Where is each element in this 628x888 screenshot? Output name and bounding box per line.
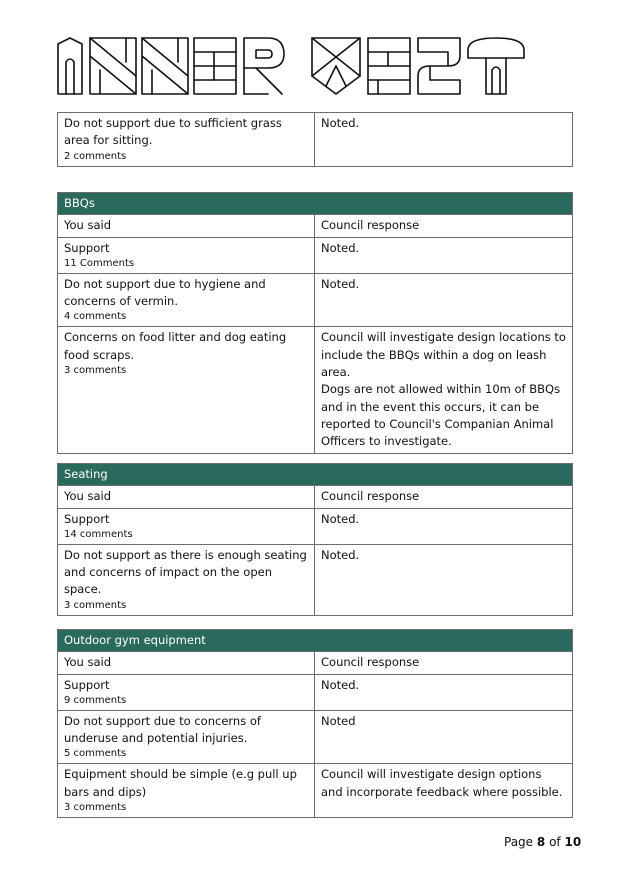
comment-text: Do not support due to sufficient grass area for sitting.: [64, 116, 282, 148]
council-response-header: Council response: [315, 486, 573, 508]
you-said-cell: [58, 273, 315, 327]
table-row: [58, 764, 573, 818]
comment-text: Do not support due to hygiene and concerns of vermin.: [64, 276, 266, 309]
comment-count: 14 comments: [64, 528, 133, 540]
page-label: Page: [504, 835, 534, 849]
table-header-row: [58, 652, 573, 674]
table-row: [58, 237, 573, 273]
page-number: [504, 835, 581, 849]
council-response-header: Council response: [315, 215, 573, 237]
table-title-row: [58, 464, 573, 486]
outdoor-gym-table: [57, 629, 573, 818]
comment-count: 2 comments: [64, 150, 127, 162]
comment-text: Do not support due to concerns of underuse and potential injuries.: [64, 713, 261, 746]
table-row: [58, 544, 573, 615]
council-response-cell: Noted.: [315, 544, 573, 615]
table-title: Outdoor gym equipment: [58, 630, 573, 652]
comment-text: Do not support as there is enough seating and concerns of impact on the open space.: [64, 547, 307, 597]
table-row: [58, 273, 573, 327]
comment-text: Equipment should be simple (e.g pull up bars and dips): [64, 767, 297, 799]
you-said-cell: [58, 710, 315, 764]
council-response-cell: Noted.: [315, 674, 573, 710]
you-said-cell: [58, 237, 315, 273]
table-title: Seating: [58, 464, 573, 486]
seating-table: [57, 463, 573, 616]
table-row: [58, 508, 573, 544]
table-row: [58, 327, 573, 453]
comment-count: 11 Comments: [64, 257, 135, 269]
comment-count: 3 comments: [64, 365, 127, 377]
you-said-cell: [58, 544, 315, 615]
council-response-cell: Council will investigate design locations to include the BBQs within a dog on leash area. Dogs are not allowed within 10m of BBQs and in the event this occurs, it can be reported to Council's Companian Animal Officers to investigate.: [315, 327, 573, 453]
inner-west-logo: [56, 36, 536, 96]
council-response-cell: Council will investigate design options and incorporate feedback where possible.: [315, 764, 573, 818]
council-response-cell: Noted.: [315, 113, 573, 167]
council-response-cell: Noted.: [315, 237, 573, 273]
table-row: [58, 113, 573, 167]
you-said-header: You said: [58, 486, 315, 508]
you-said-header: You said: [58, 215, 315, 237]
you-said-cell: [58, 764, 315, 818]
council-response-cell: Noted: [315, 710, 573, 764]
total-pages: 10: [564, 835, 582, 849]
bbqs-table: [57, 192, 573, 454]
you-said-header: You said: [58, 652, 315, 674]
comment-text: Support: [64, 511, 110, 526]
comment-count: 9 comments: [64, 694, 127, 706]
you-said-cell: [58, 674, 315, 710]
table-title: BBQs: [58, 193, 573, 215]
table-row: [58, 710, 573, 764]
comment-text: Concerns on food litter and dog eating food scraps.: [64, 330, 287, 362]
you-said-cell: [58, 113, 315, 167]
comment-text: Support: [64, 677, 110, 692]
comment-count: 3 comments: [64, 802, 127, 814]
comment-count: 5 comments: [64, 748, 127, 760]
page-of: of: [549, 835, 561, 849]
council-response-cell: Noted.: [315, 508, 573, 544]
table-row: [58, 674, 573, 710]
council-response-header: Council response: [315, 652, 573, 674]
you-said-cell: [58, 327, 315, 453]
table-header-row: [58, 486, 573, 508]
continuation-table: [57, 112, 573, 167]
council-response-cell: Noted.: [315, 273, 573, 327]
table-header-row: [58, 215, 573, 237]
current-page: 8: [536, 835, 546, 849]
table-title-row: [58, 630, 573, 652]
table-title-row: [58, 193, 573, 215]
comment-count: 3 comments: [64, 599, 127, 611]
inner-west-wordmark: [56, 36, 536, 96]
you-said-cell: [58, 508, 315, 544]
comment-count: 4 comments: [64, 311, 127, 323]
comment-text: Support: [64, 240, 110, 255]
